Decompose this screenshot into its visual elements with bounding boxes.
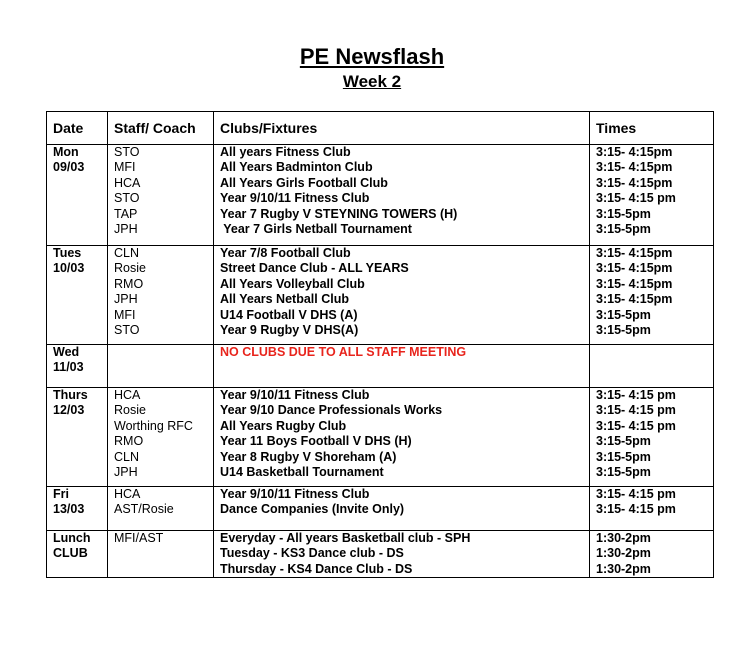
table-row bbox=[47, 246, 714, 345]
time-value: 3:15- 4:15pm bbox=[596, 145, 673, 159]
staff-cell bbox=[108, 145, 214, 246]
club-name: Year 7 Rugby V STEYNING TOWERS (H) bbox=[220, 206, 458, 221]
times-cell bbox=[590, 345, 714, 388]
club-name: Year 9/10/11 Fitness Club bbox=[220, 388, 370, 402]
club-name: Year 7 Girls Netball Tournament bbox=[220, 222, 412, 237]
club-name: U14 Football V DHS (A) bbox=[220, 307, 358, 322]
club-name: Year 9/10 Dance Professionals Works bbox=[220, 403, 443, 418]
staff-name: JPH bbox=[114, 222, 138, 237]
table-header-row bbox=[47, 112, 714, 145]
times-cell bbox=[590, 531, 714, 578]
time-value: 3:15-5pm bbox=[596, 449, 651, 464]
date-cell bbox=[47, 531, 108, 578]
table-row bbox=[47, 487, 714, 531]
time-value: 3:15- 4:15 pm bbox=[596, 388, 676, 402]
date-cell bbox=[47, 487, 108, 531]
club-name: Year 9 Rugby V DHS(A) bbox=[220, 323, 359, 338]
date-label: CLUB bbox=[53, 546, 88, 561]
times-cell bbox=[590, 246, 714, 345]
date-cell bbox=[47, 388, 108, 487]
time-value: 3:15- 4:15 pm bbox=[596, 502, 676, 517]
time-value: 3:15- 4:15pm bbox=[596, 292, 673, 307]
day-label: Tues bbox=[53, 246, 82, 260]
staff-name: HCA bbox=[114, 388, 141, 402]
schedule-body bbox=[47, 145, 714, 578]
table-row bbox=[47, 145, 714, 246]
club-name: Thursday - KS4 Dance Club - DS bbox=[220, 561, 413, 576]
table-row bbox=[47, 388, 714, 487]
time-value: 3:15- 4:15 pm bbox=[596, 403, 676, 418]
date-cell bbox=[47, 145, 108, 246]
day-label: Mon bbox=[53, 145, 79, 159]
staff-cell bbox=[108, 345, 214, 388]
page-subtitle: Week 2 bbox=[342, 72, 402, 91]
time-value: 3:15- 4:15 pm bbox=[596, 191, 676, 206]
staff-name: TAP bbox=[114, 206, 138, 221]
time-value: 3:15-5pm bbox=[596, 465, 651, 480]
club-name: Street Dance Club - ALL YEARS bbox=[220, 261, 409, 276]
staff-name: STO bbox=[114, 323, 140, 338]
staff-name: Rosie bbox=[114, 261, 146, 276]
staff-name: RMO bbox=[114, 434, 144, 449]
club-name: Year 8 Rugby V Shoreham (A) bbox=[220, 449, 397, 464]
time-value: 3:15- 4:15pm bbox=[596, 276, 673, 291]
clubs-cell bbox=[214, 246, 590, 345]
staff-name: CLN bbox=[114, 246, 140, 260]
staff-name: MFI/AST bbox=[114, 531, 164, 545]
club-name: Year 9/10/11 Fitness Club bbox=[220, 191, 370, 206]
time-value: 3:15-5pm bbox=[596, 222, 651, 237]
club-name: Year 11 Boys Football V DHS (H) bbox=[220, 434, 412, 449]
date-label: 11/03 bbox=[53, 360, 84, 375]
time-value: 1:30-2pm bbox=[596, 531, 651, 545]
date-label: 13/03 bbox=[53, 502, 85, 517]
time-value: 3:15-5pm bbox=[596, 206, 651, 221]
date-label: 10/03 bbox=[53, 261, 85, 276]
times-cell bbox=[590, 145, 714, 246]
staff-cell bbox=[108, 487, 214, 531]
time-value: 3:15-5pm bbox=[596, 434, 651, 449]
schedule-table bbox=[46, 111, 714, 578]
clubs-cell bbox=[214, 487, 590, 531]
club-name: Everyday - All years Basketball club - SPH bbox=[220, 531, 471, 545]
date-label: 09/03 bbox=[53, 160, 85, 175]
time-value: 3:15- 4:15 pm bbox=[596, 487, 676, 501]
column-header-times: Times bbox=[590, 112, 714, 145]
clubs-cell bbox=[214, 145, 590, 246]
staff-name: STO bbox=[114, 191, 140, 206]
staff-name: Rosie bbox=[114, 403, 146, 418]
date-cell bbox=[47, 345, 108, 388]
time-value: 3:15- 4:15pm bbox=[596, 175, 673, 190]
column-header-clubs: Clubs/Fixtures bbox=[214, 112, 590, 145]
times-cell bbox=[590, 388, 714, 487]
time-value: 3:15- 4:15 pm bbox=[596, 418, 676, 433]
clubs-cell bbox=[214, 531, 590, 578]
time-value: 3:15-5pm bbox=[596, 307, 651, 322]
day-label: Thurs bbox=[53, 388, 88, 402]
staff-name: Worthing RFC bbox=[114, 418, 193, 433]
club-name: Tuesday - KS3 Dance club - DS bbox=[220, 546, 404, 561]
staff-name: CLN bbox=[114, 449, 140, 464]
time-value: 3:15- 4:15pm bbox=[596, 246, 673, 260]
clubs-cell bbox=[214, 388, 590, 487]
table-row bbox=[47, 345, 714, 388]
club-name: All Years Netball Club bbox=[220, 292, 349, 307]
day-label: Lunch bbox=[53, 531, 91, 545]
staff-name: MFI bbox=[114, 307, 136, 322]
club-name: All Years Girls Football Club bbox=[220, 175, 388, 190]
club-name: All years Fitness Club bbox=[220, 145, 351, 159]
date-cell bbox=[47, 246, 108, 345]
notice-text: NO CLUBS DUE TO ALL STAFF MEETING bbox=[214, 345, 590, 388]
staff-cell bbox=[108, 388, 214, 487]
staff-name: STO bbox=[114, 145, 140, 159]
time-value: 1:30-2pm bbox=[596, 546, 651, 561]
column-header-staff: Staff/ Coach bbox=[108, 112, 214, 145]
staff-name: RMO bbox=[114, 276, 144, 291]
club-name: All Years Badminton Club bbox=[220, 160, 373, 175]
times-cell bbox=[590, 487, 714, 531]
date-label: 12/03 bbox=[53, 403, 85, 418]
time-value: 3:15- 4:15pm bbox=[596, 261, 673, 276]
table-row bbox=[47, 531, 714, 578]
club-name: Year 9/10/11 Fitness Club bbox=[220, 487, 370, 501]
club-name: Year 7/8 Football Club bbox=[220, 246, 351, 260]
staff-name: JPH bbox=[114, 465, 138, 480]
column-header-date: Date bbox=[47, 112, 108, 145]
club-name: All Years Rugby Club bbox=[220, 418, 347, 433]
club-name: U14 Basketball Tournament bbox=[220, 465, 384, 480]
day-label: Wed bbox=[53, 345, 80, 359]
club-name: All Years Volleyball Club bbox=[220, 276, 365, 291]
staff-name: MFI bbox=[114, 160, 136, 175]
day-label: Fri bbox=[53, 487, 69, 501]
club-name: Dance Companies (Invite Only) bbox=[220, 502, 405, 517]
time-value: 3:15- 4:15pm bbox=[596, 160, 673, 175]
staff-name: JPH bbox=[114, 292, 138, 307]
staff-name: HCA bbox=[114, 487, 141, 501]
staff-cell bbox=[108, 246, 214, 345]
staff-cell bbox=[108, 531, 214, 578]
staff-name: AST/Rosie bbox=[114, 502, 174, 517]
staff-name: HCA bbox=[114, 175, 141, 190]
time-value: 3:15-5pm bbox=[596, 323, 651, 338]
time-value: 1:30-2pm bbox=[596, 561, 651, 576]
page-title: PE Newsflash bbox=[299, 44, 445, 69]
